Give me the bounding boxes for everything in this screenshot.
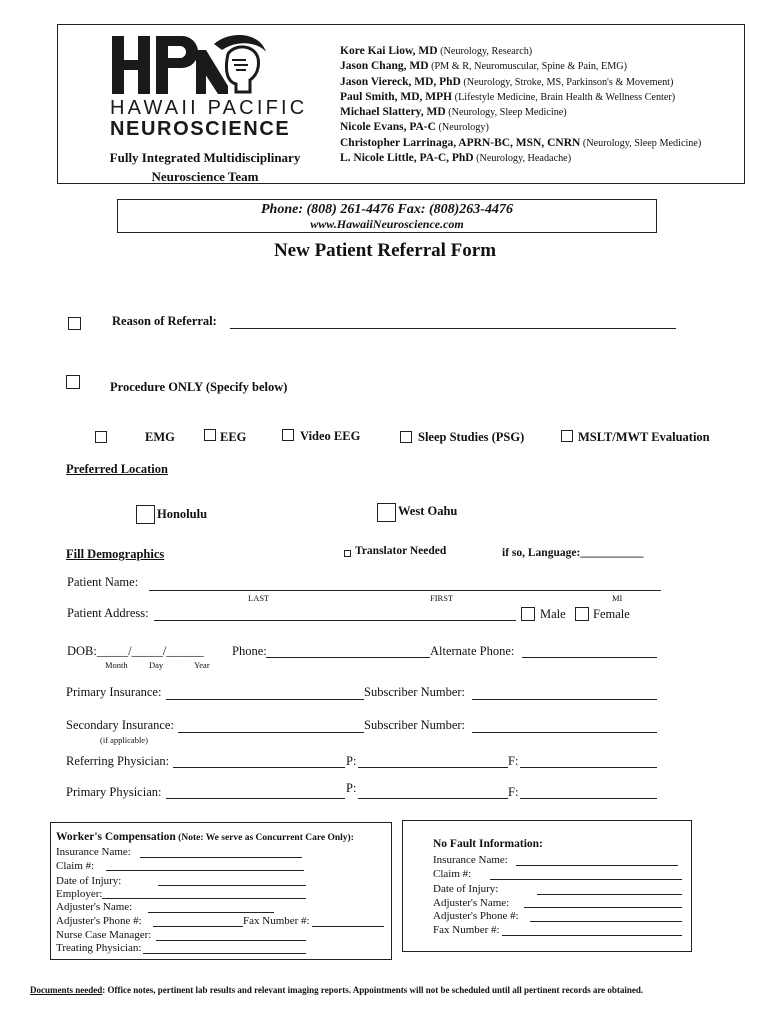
nf-insurance-name-input[interactable] — [516, 865, 678, 866]
female-checkbox[interactable] — [575, 607, 589, 621]
location-heading: Preferred Location — [66, 462, 168, 476]
primary-f-input-line[interactable] — [520, 798, 657, 799]
female-label: Female — [593, 607, 630, 621]
translator-checkbox[interactable] — [344, 550, 351, 557]
nf-insurance-name-label: Insurance Name: — [433, 854, 508, 866]
doctor-entry: Jason Chang, MD (PM & R, Neuromuscular, Spine & Pain, EMG) — [340, 60, 628, 73]
wc-employer-input[interactable] — [102, 898, 306, 899]
doctor-entry: Christopher Larrinaga, APRN-BC, MSN, CNRN (Neurology, Sleep Medicine) — [340, 136, 702, 149]
primary-insurance-input-line[interactable] — [166, 699, 364, 700]
reason-input-line[interactable] — [230, 328, 676, 329]
address-label: Patient Address: — [67, 606, 149, 620]
team-tagline: Fully Integrated Multidisciplinary Neuroscience Team — [109, 150, 301, 184]
documents-needed-note: Documents needed: Office notes, pertinent lab results and relevant imaging reports. Appointments will not be scheduled until all pertinent records are obtained. — [30, 985, 644, 995]
secondary-insurance-label: Secondary Insurance: — [66, 718, 174, 732]
patient-name-input-line[interactable] — [149, 590, 661, 591]
sleep-studies-label: Sleep Studies (PSG) — [418, 430, 525, 444]
wc-fax-number-input[interactable] — [312, 926, 384, 927]
no-fault-heading: No Fault Information: — [433, 838, 543, 850]
referring-p-label: P: — [346, 754, 357, 768]
eeg-label: EEG — [220, 430, 247, 444]
west-oahu-checkbox[interactable] — [377, 503, 396, 522]
wc-nurse-case-manager-input[interactable] — [156, 940, 306, 941]
doctor-entry: Kore Kai Liow, MD (Neurology, Research) — [340, 45, 533, 57]
phone-label: Phone: — [232, 644, 267, 658]
subscriber2-input-line[interactable] — [472, 732, 657, 733]
honolulu-checkbox[interactable] — [136, 505, 155, 524]
primary-insurance-label: Primary Insurance: — [66, 685, 162, 699]
primary-physician-label: Primary Physician: — [66, 785, 162, 799]
page-title: New Patient Referral Form — [273, 240, 497, 261]
secondary-insurance-input-line[interactable] — [178, 732, 364, 733]
mi-caption: MI — [612, 593, 623, 603]
doctor-entry: L. Nicole Little, PA-C, PhD (Neurology, Headache) — [340, 152, 572, 165]
video-eeg-checkbox[interactable] — [282, 429, 294, 441]
wc-date-injury-input[interactable] — [158, 885, 306, 886]
referring-physician-input-line[interactable] — [173, 767, 345, 768]
nf-date-injury-label: Date of Injury: — [433, 883, 499, 895]
male-checkbox[interactable] — [521, 607, 535, 621]
subscriber2-label: Subscriber Number: — [364, 718, 466, 732]
wc-adjuster-phone-input[interactable] — [153, 926, 243, 927]
website: www.HawaiiNeuroscience.com — [310, 217, 464, 231]
procedure-label: Procedure ONLY (Specify below) — [110, 380, 288, 394]
contact-box — [117, 199, 657, 233]
language-field: if so, Language:___________ — [502, 547, 644, 559]
procedure-checkbox[interactable] — [66, 375, 80, 389]
subscriber1-label: Subscriber Number: — [364, 685, 466, 699]
wc-nurse-case-manager-label: Nurse Case Manager: — [56, 929, 152, 941]
video-eeg-label: Video EEG — [300, 429, 361, 443]
wc-claim-label: Claim #: — [56, 860, 95, 872]
wc-adjuster-name-label: Adjuster's Name: — [56, 901, 133, 913]
referring-f-label: F: — [508, 754, 519, 768]
wc-treating-physician-label: Treating Physician: — [56, 942, 142, 954]
wc-employer-label: Employer: — [56, 888, 103, 900]
brand-line2: NEUROSCIENCE — [110, 118, 291, 140]
address-input-line[interactable] — [154, 620, 516, 621]
nf-date-injury-input[interactable] — [537, 894, 682, 895]
doctor-entry: Michael Slattery, MD (Neurology, Sleep Medicine) — [340, 106, 567, 119]
doctor-entry: Jason Viereck, MD, PhD (Neurology, Stroke, MS, Parkinson's & Movement) — [340, 75, 674, 88]
wc-insurance-name-input[interactable] — [140, 857, 302, 858]
reason-label: Reason of Referral: — [112, 314, 217, 328]
eeg-checkbox[interactable] — [204, 429, 216, 441]
nf-claim-label: Claim #: — [433, 868, 472, 880]
phone-fax: Phone: (808) 261-4476 Fax: (808)263-4476 — [261, 202, 513, 217]
translator-label: Translator Needed — [355, 545, 447, 557]
nf-fax-number-label: Fax Number #: — [433, 924, 500, 936]
workers-comp-heading: Worker's Compensation (Note: We serve as Concurrent Care Only): — [56, 831, 354, 843]
nf-claim-input[interactable] — [490, 879, 682, 880]
alt-phone-input-line[interactable] — [522, 657, 657, 658]
nf-adjuster-phone-label: Adjuster's Phone #: — [433, 910, 519, 922]
doctor-list — [340, 44, 701, 166]
patient-name-label: Patient Name: — [67, 575, 139, 589]
reason-checkbox[interactable] — [68, 317, 81, 330]
nf-adjuster-phone-input[interactable] — [530, 921, 682, 922]
wc-adjuster-name-input[interactable] — [148, 912, 274, 913]
nf-fax-number-input[interactable] — [502, 935, 682, 936]
emg-label: EMG — [145, 430, 175, 444]
last-caption: LAST — [248, 593, 270, 603]
wc-treating-physician-input[interactable] — [143, 953, 306, 954]
honolulu-label: Honolulu — [157, 507, 208, 521]
mslt-label: MSLT/MWT Evaluation — [578, 430, 710, 444]
mslt-checkbox[interactable] — [561, 430, 573, 442]
primary-physician-input-line[interactable] — [166, 798, 345, 799]
demographics-heading: Fill Demographics — [66, 547, 165, 561]
wc-claim-input[interactable] — [106, 870, 304, 871]
wc-adjuster-phone-label: Adjuster's Phone #: — [56, 915, 142, 927]
primary-p-label: P: — [346, 781, 357, 795]
first-caption: FIRST — [430, 593, 454, 603]
alt-phone-label: Alternate Phone: — [430, 644, 515, 658]
wc-date-injury-label: Date of Injury: — [56, 875, 122, 887]
phone-input-line[interactable] — [266, 657, 430, 658]
referring-physician-label: Referring Physician: — [66, 754, 170, 768]
if-applicable-caption: (if applicable) — [100, 735, 148, 745]
brand-line1: HAWAII PACIFIC — [110, 97, 308, 119]
nf-adjuster-name-input[interactable] — [524, 907, 682, 908]
west-oahu-label: West Oahu — [398, 504, 458, 518]
year-caption: Year — [194, 660, 210, 670]
wc-insurance-name-label: Insurance Name: — [56, 846, 131, 858]
doctor-entry: Nicole Evans, PA-C (Neurology) — [340, 121, 489, 134]
emg-checkbox[interactable] — [95, 431, 107, 443]
doctor-entry: Paul Smith, MD, MPH (Lifestyle Medicine, Brain Health & Wellness Center) — [340, 90, 676, 103]
dob-field[interactable]: DOB:_____/_____/______ — [67, 644, 204, 658]
sleep-studies-checkbox[interactable] — [400, 431, 412, 443]
subscriber1-input-line[interactable] — [472, 699, 657, 700]
day-caption: Day — [149, 660, 164, 670]
referring-f-input-line[interactable] — [520, 767, 657, 768]
hpn-logo-icon — [110, 30, 270, 98]
primary-f-label: F: — [508, 785, 519, 799]
male-label: Male — [540, 607, 566, 621]
referring-p-input-line[interactable] — [358, 767, 508, 768]
nf-adjuster-name-label: Adjuster's Name: — [433, 897, 510, 909]
wc-fax-number-label: Fax Number #: — [243, 915, 310, 927]
month-caption: Month — [105, 660, 128, 670]
primary-p-input-line[interactable] — [358, 798, 508, 799]
